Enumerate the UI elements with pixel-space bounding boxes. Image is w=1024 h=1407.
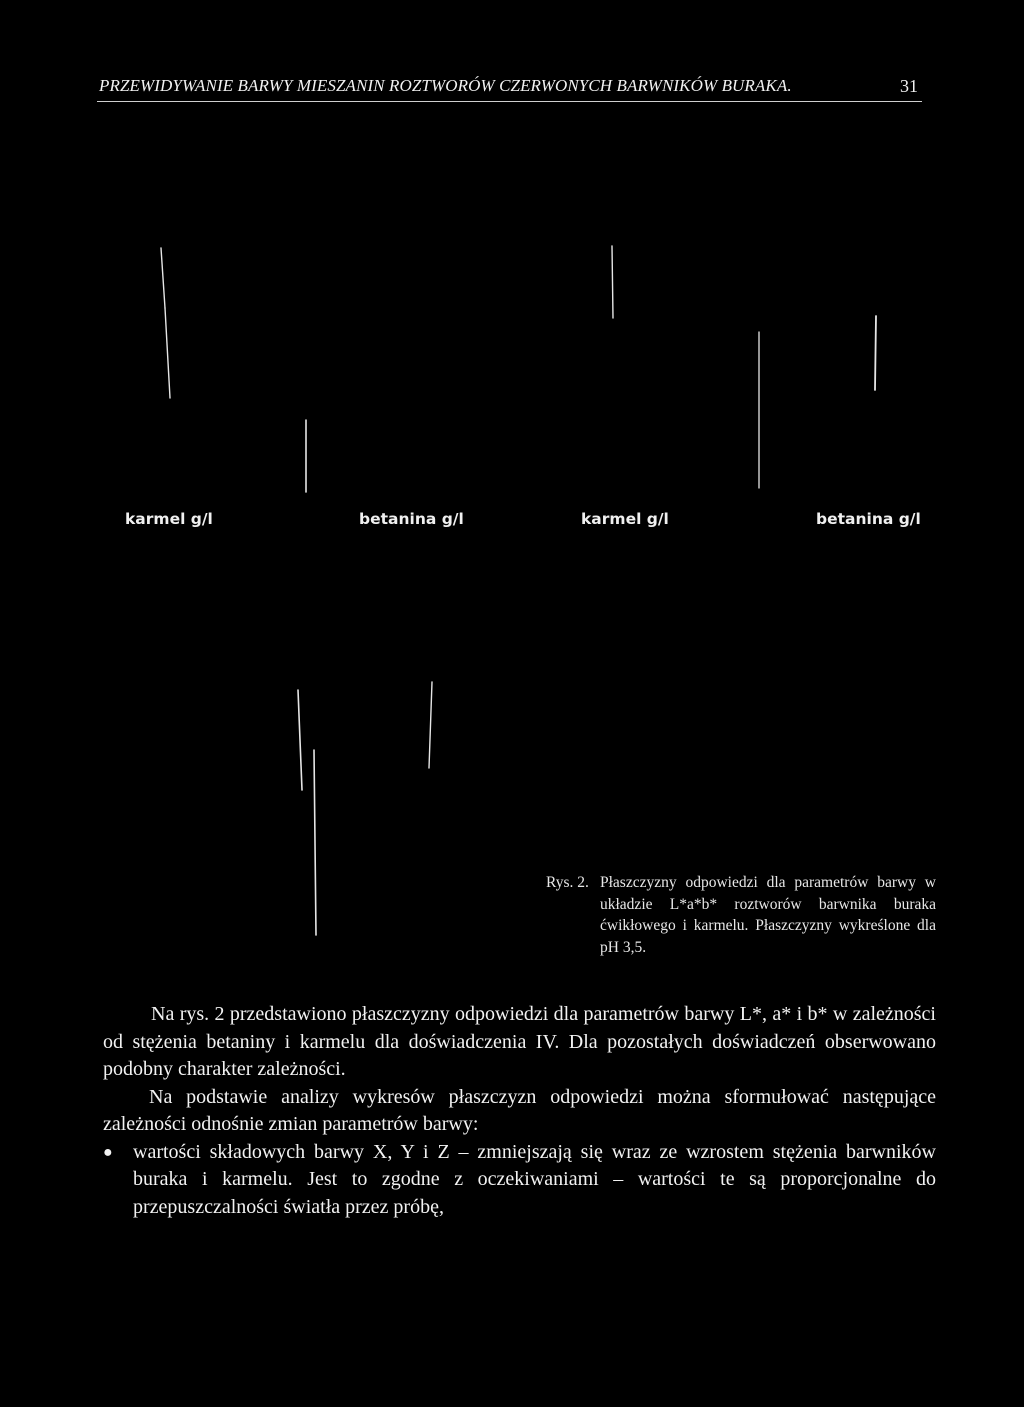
bullet-item: [103, 1139, 936, 1222]
axis-label-karmel-1: karmel g/l: [125, 510, 213, 528]
page-number: 31: [900, 76, 918, 96]
caption-number: Rys. 2.: [546, 874, 589, 891]
bullet-text: wartości składowych barwy X, Y i Z – zmniejszają się wraz ze wzrostem stężenia barwników buraka i karmelu. Jest to zgodne z oczekiwaniami – wartości te są proporcjonalne do przepuszczalności światła przez próbę,: [133, 1140, 936, 1218]
axis-label-betanina-1: betanina g/l: [359, 510, 464, 528]
caption-text: Płaszczyzny odpowiedzi dla parametrów barwy w układzie L*a*b* roztworów barwnika buraka ćwikłowego i karmelu. Płaszczyzny wykreślone dla pH 3,5.: [600, 874, 936, 956]
running-header-title: PRZEWIDYWANIE BARWY MIESZANIN ROZTWORÓW CZERWONYCH BARWNIKÓW BURAKA.: [99, 76, 792, 95]
paragraph-1: Na rys. 2 przedstawiono płaszczyzny odpowiedzi dla parametrów barwy L*, a* i b* w zależności od stężenia betaniny i karmelu dla doświadczenia IV. Dla pozostałych doświadczeń obserwowano podobny charakter zależności.: [103, 1003, 936, 1080]
figure-line: [165, 308, 170, 398]
figure-line: [298, 690, 302, 790]
figure-caption: [546, 872, 936, 958]
figure-line: [429, 682, 432, 768]
header-rule: [97, 101, 922, 102]
body-text: [103, 1001, 936, 1221]
bullet-icon: ●: [103, 1143, 113, 1161]
figure-line: [612, 246, 613, 318]
figure-line: [161, 248, 165, 308]
axis-label-karmel-2: karmel g/l: [581, 510, 669, 528]
paragraph-2: Na podstawie analizy wykresów płaszczyzn odpowiedzi można sformułować następujące zależności odnośnie zmian parametrów barwy:: [103, 1085, 936, 1135]
figure-line: [314, 750, 316, 935]
figure-line: [875, 316, 876, 390]
axis-label-betanina-2: betanina g/l: [816, 510, 921, 528]
